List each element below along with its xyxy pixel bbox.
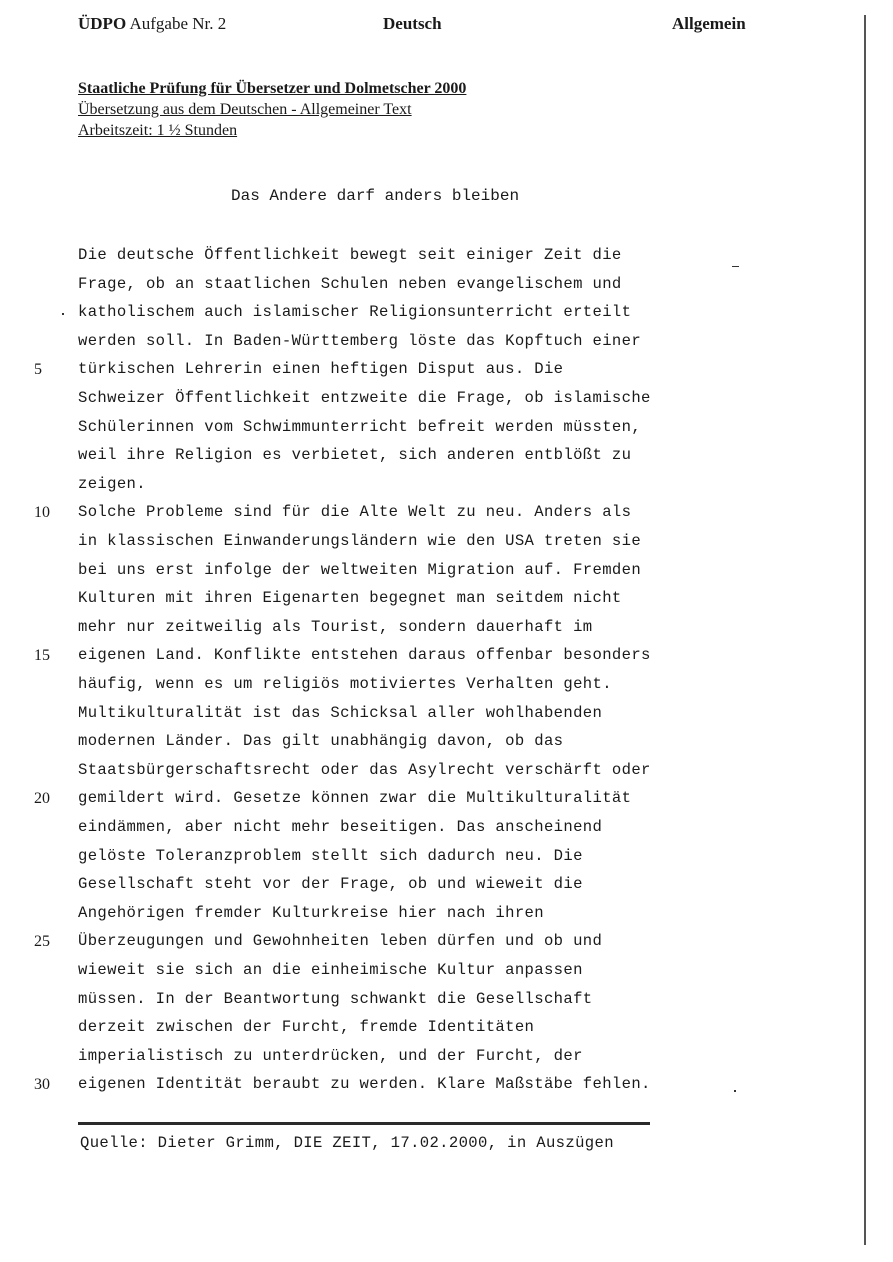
text-line: werden soll. In Baden-Württemberg löste das Kopftuch einer	[78, 331, 642, 350]
header-category: Allgemein	[672, 14, 746, 33]
text-line: gelöste Toleranzproblem stellt sich dadurch neu. Die	[78, 846, 583, 865]
text-line: Die deutsche Öffentlichkeit bewegt seit einiger Zeit die	[78, 246, 622, 264]
line-number: 10	[34, 504, 50, 522]
header-language: Deutsch	[383, 14, 442, 33]
text-line: Staatsbürgerschaftsrecht oder das Asylrecht verschärft oder	[78, 760, 651, 779]
text-line: Solche Probleme sind für die Alte Welt zu neu. Anders als	[78, 503, 632, 522]
text-title: Das Andere darf anders bleiben	[231, 187, 520, 205]
text-line: türkischen Lehrerin einen heftigen Disput aus. Die	[78, 360, 564, 379]
line-number: 5	[34, 361, 42, 379]
text-line: eigenen Land. Konflikte entstehen daraus offenbar besonders	[78, 646, 651, 665]
line-number: 30	[34, 1076, 50, 1094]
text-line: Multikulturalität ist das Schicksal aller wohlhabenden	[78, 703, 603, 722]
text-line: derzeit zwischen der Furcht, fremde Identitäten	[78, 1018, 535, 1037]
scan-speck	[734, 1090, 736, 1092]
exam-title: Staatliche Prüfung für Übersetzer und Dolmetscher 2000	[78, 80, 467, 97]
text-line: Gesellschaft steht vor der Frage, ob und wieweit die	[78, 875, 583, 894]
source-citation: Quelle: Dieter Grimm, DIE ZEIT, 17.02.2000, in Auszügen	[80, 1134, 614, 1152]
text-line: eigenen Identität beraubt zu werden. Klare Maßstäbe fehlen.	[78, 1075, 651, 1094]
line-number: 20	[34, 790, 50, 808]
text-line: Kulturen mit ihren Eigenarten begegnet man seitdem nicht	[78, 589, 622, 608]
text-line: Frage, ob an staatlichen Schulen neben evangelischem und	[78, 274, 622, 293]
header-exam-abbrev: ÜDPO	[78, 14, 127, 33]
text-line: Angehörigen fremder Kulturkreise hier nach ihren	[78, 903, 544, 922]
header-task-number: Aufgabe Nr. 2	[129, 14, 227, 33]
scan-edge-shadow	[864, 15, 866, 1245]
text-line: zeigen.	[78, 474, 146, 493]
line-number: 25	[34, 933, 50, 951]
text-line: wieweit sie sich an die einheimische Kultur anpassen	[78, 961, 583, 979]
text-line: modernen Länder. Das gilt unabhängig davon, ob das	[78, 732, 564, 751]
line-number: 15	[34, 647, 50, 665]
text-line: eindämmen, aber nicht mehr beseitigen. Das anscheinend	[78, 818, 603, 836]
text-line: müssen. In der Beantwortung schwankt die Gesellschaft	[78, 989, 593, 1008]
text-line: häufig, wenn es um religiös motiviertes Verhalten geht.	[78, 675, 612, 693]
text-line: Schweizer Öffentlichkeit entzweite die Frage, ob islamische	[78, 389, 651, 407]
text-line: bei uns erst infolge der weltweiten Migration auf. Fremden	[78, 560, 642, 579]
text-line: katholischem auch islamischer Religionsunterricht erteilt	[78, 303, 632, 322]
source-divider	[78, 1122, 650, 1125]
text-line: gemildert wird. Gesetze können zwar die Multikulturalität	[78, 789, 632, 808]
text-line: weil ihre Religion es verbietet, sich anderen entblößt zu	[78, 446, 632, 465]
text-line: Überzeugungen und Gewohnheiten leben dürfen und ob und	[78, 932, 603, 951]
exam-subtitle: Übersetzung aus dem Deutschen - Allgemeiner Text	[78, 101, 412, 118]
text-line: mehr nur zeitweilig als Tourist, sondern dauerhaft im	[78, 617, 593, 636]
scan-speck	[732, 266, 739, 267]
scan-speck	[62, 313, 64, 315]
exam-duration: Arbeitszeit: 1 ½ Stunden	[78, 122, 238, 139]
text-line: in klassischen Einwanderungsländern wie den USA treten sie	[78, 532, 642, 550]
text-line: Schülerinnen vom Schwimmunterricht befreit werden müssten,	[78, 417, 642, 436]
header-exam-label	[78, 14, 226, 34]
text-line: imperialistisch zu unterdrücken, und der Furcht, der	[78, 1046, 583, 1065]
